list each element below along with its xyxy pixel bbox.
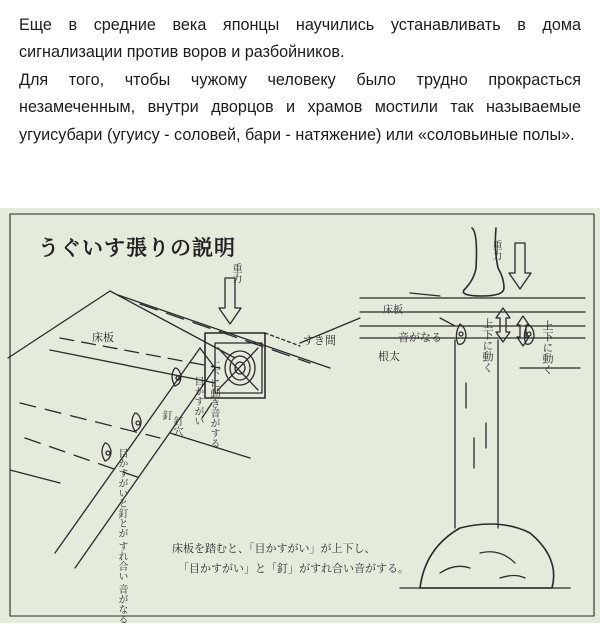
foundation-stone [420,524,554,588]
article-paragraph-2: Для того, чтобы чужому человеку было трудно прокрасться незамеченным, внутри дворцов и храмов мостили так называемые угуисубари (угуису - соловей, бари - натяжение) или «соловьиные полы». [19,70,581,144]
caption-line-1: 床板を踏むと、「目かすがい」が上下し、 [172,542,376,555]
caption-line-2: 「目かすがい」と「釘」がすれ合い音がする。 [178,562,409,575]
up-down-arrow-2 [517,316,529,346]
diagram-title: うぐいす張りの説明 [38,236,236,260]
clamp-icon-4 [456,324,466,344]
gravity-arrow-left [219,278,241,324]
label-moves-up-down-sound: 上下に動き音がする [208,358,219,448]
label-moves-up-down-1: 上下に動く [481,318,494,373]
nightingale-floor-diagram [0,208,600,623]
label-floorboard-left: 床板 [92,331,114,344]
label-rub-sound: 目かすがいと釘とが すれ合い 音がなる [116,448,127,624]
label-nail: 釘 [160,410,171,420]
floor-back-edge [8,291,110,358]
article-paragraph-1: Еще в средние века японцы научились устанавливать в дома сигнализации против воров и разбойников. [19,16,581,62]
label-nail-hole: 釘穴 [171,416,182,436]
label-joist: 根太 [378,350,400,363]
label-clamp-move: 目かすがい [192,376,203,426]
up-down-arrow-1 [496,308,510,342]
article-text [19,12,581,149]
label-weight-left: 重力 [230,263,241,283]
label-weight-right: 重力 [490,240,501,260]
label-floorboard-right: 床板 [383,305,403,316]
foot-icon [463,228,504,296]
gravity-arrow-right [509,243,531,289]
label-gap: すき間 [303,334,336,347]
label-moves-up-down-2: 上下に動く [541,320,554,375]
label-makes-sound: 音がなる [398,331,442,344]
